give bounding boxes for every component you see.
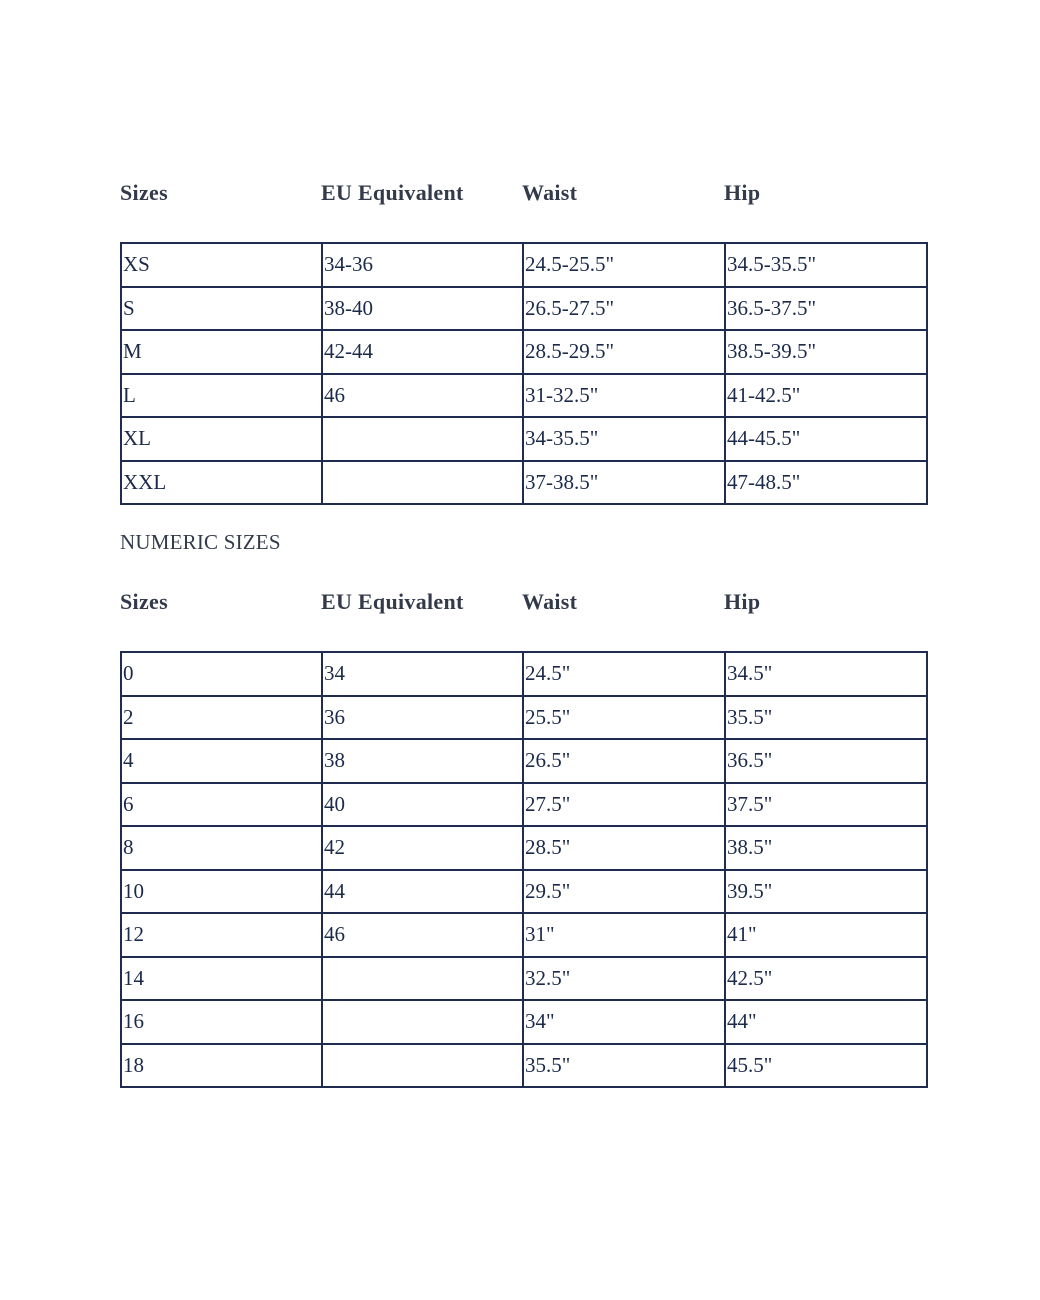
size-cell: 18 — [121, 1044, 322, 1088]
eu-cell — [322, 1000, 523, 1044]
hip-cell: 34.5-35.5" — [725, 243, 927, 287]
table-row — [121, 417, 927, 461]
waist-cell: 27.5" — [523, 783, 725, 827]
hip-cell: 38.5" — [725, 826, 927, 870]
numeric-sizes-title: NUMERIC SIZES — [120, 530, 281, 554]
hip-cell: 44-45.5" — [725, 417, 927, 461]
hip-cell: 45.5" — [725, 1044, 927, 1088]
size-cell: XL — [121, 417, 322, 461]
table-row — [121, 330, 927, 374]
size-cell: 12 — [121, 913, 322, 957]
eu-cell: 40 — [322, 783, 523, 827]
size-cell: 10 — [121, 870, 322, 914]
hip-cell: 34.5" — [725, 652, 927, 696]
table-row — [121, 696, 927, 740]
eu-cell — [322, 957, 523, 1001]
waist-cell: 37-38.5" — [523, 461, 725, 505]
header-eu-equivalent: EU Equivalent — [321, 180, 464, 205]
eu-cell: 34-36 — [322, 243, 523, 287]
size-cell: XS — [121, 243, 322, 287]
eu-cell — [322, 417, 523, 461]
hip-cell: 37.5" — [725, 783, 927, 827]
header-hip: Hip — [724, 180, 761, 205]
waist-cell: 31" — [523, 913, 725, 957]
table-row — [121, 652, 927, 696]
hip-cell: 41-42.5" — [725, 374, 927, 418]
table-row — [121, 243, 927, 287]
eu-cell: 38-40 — [322, 287, 523, 331]
table-row — [121, 1000, 927, 1044]
table-row — [121, 461, 927, 505]
table-row — [121, 783, 927, 827]
table-row — [121, 913, 927, 957]
hip-cell: 35.5" — [725, 696, 927, 740]
eu-cell: 42 — [322, 826, 523, 870]
hip-cell: 47-48.5" — [725, 461, 927, 505]
eu-cell: 46 — [322, 913, 523, 957]
table-row — [121, 826, 927, 870]
table-row — [121, 1044, 927, 1088]
eu-cell — [322, 461, 523, 505]
header-waist: Waist — [522, 180, 578, 205]
waist-cell: 26.5-27.5" — [523, 287, 725, 331]
table-row — [121, 870, 927, 914]
waist-cell: 25.5" — [523, 696, 725, 740]
size-cell: 14 — [121, 957, 322, 1001]
waist-cell: 28.5" — [523, 826, 725, 870]
size-cell: M — [121, 330, 322, 374]
hip-cell: 38.5-39.5" — [725, 330, 927, 374]
header-waist: Waist — [522, 589, 578, 614]
waist-cell: 26.5" — [523, 739, 725, 783]
header-sizes: Sizes — [120, 589, 168, 614]
header-hip: Hip — [724, 589, 761, 614]
eu-cell: 36 — [322, 696, 523, 740]
waist-cell: 35.5" — [523, 1044, 725, 1088]
waist-cell: 24.5-25.5" — [523, 243, 725, 287]
size-cell: S — [121, 287, 322, 331]
size-cell: 6 — [121, 783, 322, 827]
hip-cell: 36.5-37.5" — [725, 287, 927, 331]
hip-cell: 36.5" — [725, 739, 927, 783]
waist-cell: 24.5" — [523, 652, 725, 696]
eu-cell: 34 — [322, 652, 523, 696]
header-sizes: Sizes — [120, 180, 168, 205]
waist-cell: 34" — [523, 1000, 725, 1044]
header-eu-equivalent: EU Equivalent — [321, 589, 464, 614]
hip-cell: 42.5" — [725, 957, 927, 1001]
table-row — [121, 374, 927, 418]
waist-cell: 31-32.5" — [523, 374, 725, 418]
letter-sizes-header — [120, 180, 926, 206]
eu-cell: 42-44 — [322, 330, 523, 374]
hip-cell: 41" — [725, 913, 927, 957]
waist-cell: 32.5" — [523, 957, 725, 1001]
hip-cell: 39.5" — [725, 870, 927, 914]
numeric-sizes-table — [120, 651, 928, 1088]
eu-cell: 44 — [322, 870, 523, 914]
hip-cell: 44" — [725, 1000, 927, 1044]
table-row — [121, 957, 927, 1001]
waist-cell: 28.5-29.5" — [523, 330, 725, 374]
eu-cell: 38 — [322, 739, 523, 783]
eu-cell — [322, 1044, 523, 1088]
table-row — [121, 287, 927, 331]
waist-cell: 29.5" — [523, 870, 725, 914]
table-row — [121, 739, 927, 783]
waist-cell: 34-35.5" — [523, 417, 725, 461]
size-cell: 0 — [121, 652, 322, 696]
size-cell: 2 — [121, 696, 322, 740]
size-cell: 16 — [121, 1000, 322, 1044]
size-cell: 4 — [121, 739, 322, 783]
size-cell: XXL — [121, 461, 322, 505]
size-cell: 8 — [121, 826, 322, 870]
size-cell: L — [121, 374, 322, 418]
eu-cell: 46 — [322, 374, 523, 418]
numeric-sizes-header — [120, 589, 926, 615]
letter-sizes-table — [120, 242, 928, 505]
